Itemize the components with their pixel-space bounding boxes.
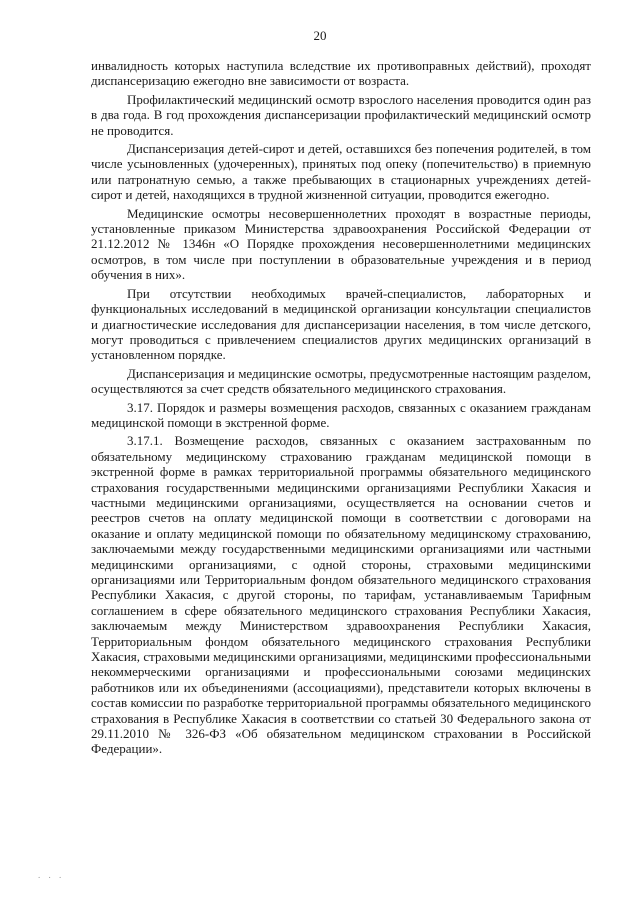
paragraph-specialists-absence: При отсутствии необходимых врачей-специалистов, лабораторных и функциональных исследований в медицинской организации консультации специалистов и диагностические исследования для диспансеризации населения, в том числе детского, могут проводиться с привлечением специалистов других медицинских организаций в установленном порядке. — [91, 285, 591, 363]
paragraph-3-17-1: 3.17.1. Возмещение расходов, связанных с оказанием застрахованным по обязательному медицинскому страхованию гражданам медицинской помощи в экстренной форме в рамках территориальной программы обязательного медицинского страхования государственными медицинскими организациями Республики Хакасия и частными медицинскими организациями, осуществляется на основании счетов и реестров счетов на оплату медицинской помощи в соответствии с договорами на оказание и оплату медицинской помощи по обязательному медицинскому страхованию, заключаемыми между государственными медицинскими организациями или частными медицинскими организациями, с одной стороны, страховыми медицинскими организациями или Территориальным фондом обязательного медицинского страхования Республики Хакасия, с другой стороны, по тарифам, устанавливаемым Тарифным соглашением в сфере обязательного медицинского страхования Республики Хакасия, заключаемым между Министерством здравоохранения Республики Хакасия, Территориальным фондом обязательного медицинского страхования Республики Хакасия, страховыми медицинскими организациями, медицинскими профессиональными некоммерческими организациями и профессиональными союзами медицинских работников или их объединениями (ассоциациями), представители которых включены в состав комиссии по разработке территориальной программы обязательного медицинского страхования в Республике Хакасия в соответствии со статьей 30 Федерального закона от 29.11.2010 № 326-ФЗ «Об обязательном медицинском страховании в Российской Федерации». — [91, 433, 591, 757]
document-body — [91, 58, 591, 760]
paragraph-disability: инвалидность которых наступила вследствие их противоправных действий), проходят диспансеризацию ежегодно вне зависимости от возраста. — [91, 58, 591, 89]
scan-artifact-mark: . . . — [38, 870, 65, 880]
page-number: 20 — [313, 28, 327, 43]
section-heading-3-17: 3.17. Порядок и размеры возмещения расходов, связанных с оказанием гражданам медицинской помощи в экстренной форме. — [91, 399, 591, 430]
paragraph-minors-exams: Медицинские осмотры несовершеннолетних проходят в возрастные периоды, установленные приказом Министерства здравоохранения Российской Федерации от 21.12.2012 № 1346н «О Порядке прохождения несовершеннолетними медицинских осмотров, в том числе при поступлении в образовательные учреждения и в период обучения в них». — [91, 205, 591, 283]
paragraph-orphans-dispensarization: Диспансеризация детей-сирот и детей, оставшихся без попечения родителей, в том числе усыновленных (удочеренных), принятых под опеку (попечительство) в приемную или патронатную семью, а также пребывающих в стационарных учреждениях детей-сирот и детей, находящихся в трудной жизненной ситуации, проводится ежегодно. — [91, 141, 591, 203]
paragraph-preventive-exam: Профилактический медицинский осмотр взрослого населения проводится один раз в два года. В год прохождения диспансеризации профилактический медицинский осмотр не проводится. — [91, 91, 591, 138]
paragraph-oms-funding: Диспансеризация и медицинские осмотры, предусмотренные настоящим разделом, осуществляются за счет средств обязательного медицинского страхования. — [91, 365, 591, 397]
